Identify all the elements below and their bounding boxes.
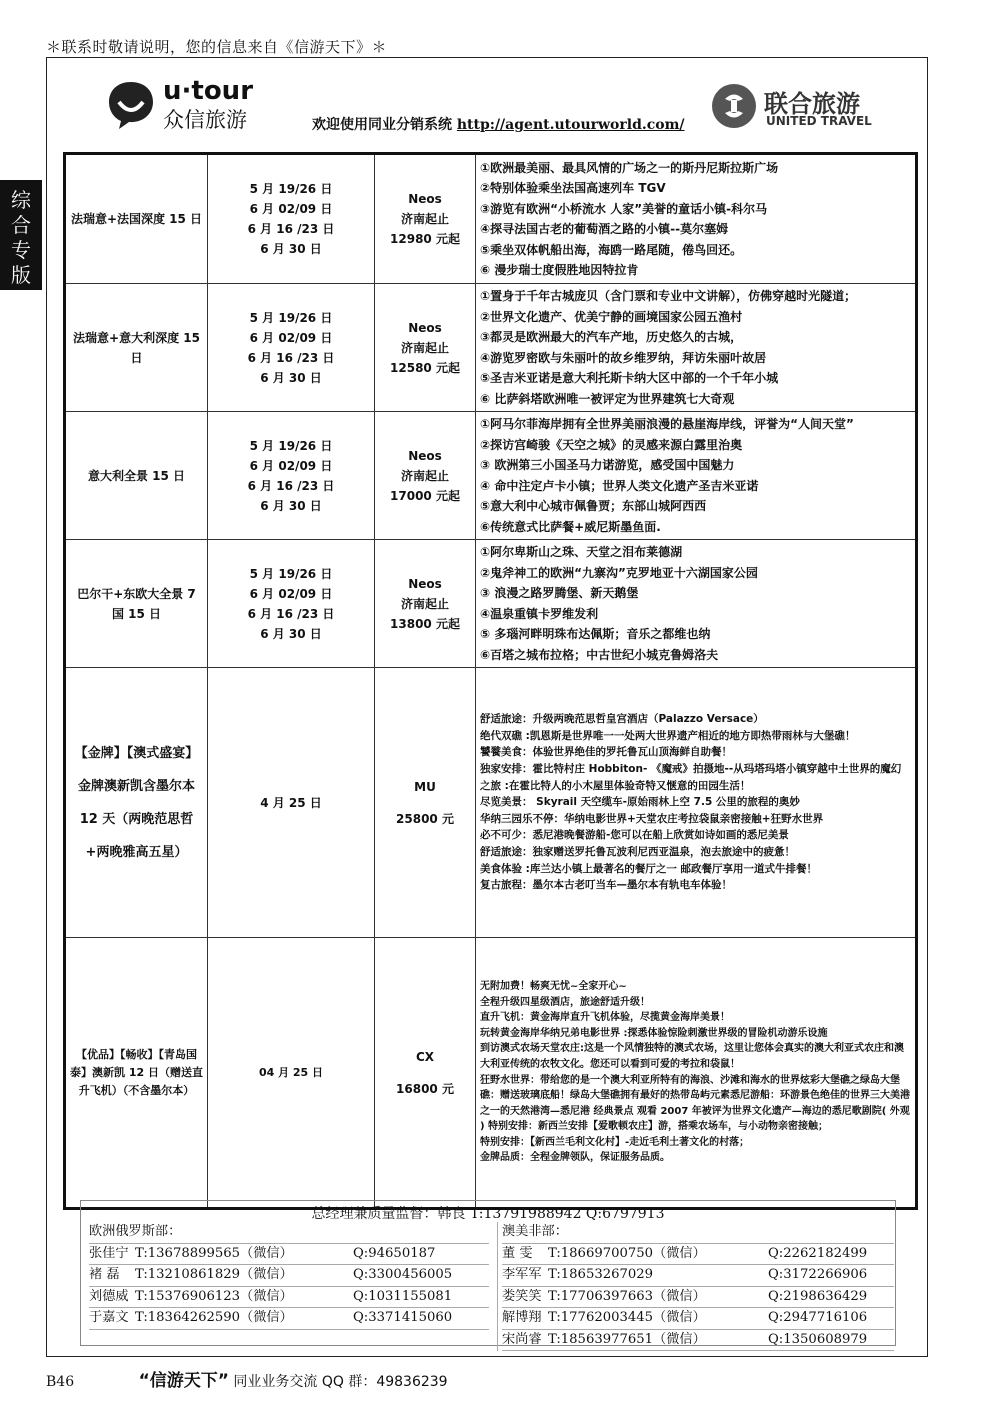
welcome-text: 欢迎使用同业分销系统: [312, 117, 452, 133]
tour-dates: 5 月 19/26 日 6 月 02/09 日 6 月 16 /23 日 6 月 30 日: [208, 412, 375, 540]
tour-row: [65, 154, 917, 284]
utour-logo: [105, 78, 285, 133]
contacts-right: [497, 1222, 894, 1351]
tour-dates: 04 月 25 日: [208, 938, 375, 1209]
contact-row: 张佳宁 T:13678899565（微信） Q:94650187: [89, 1244, 489, 1266]
tour-table: [63, 152, 918, 1210]
tour-features: ①阿马尔菲海岸拥有全世界美丽浪漫的悬崖海岸线，评誉为“人间天堂” ②探访宫崎骏《天空之城》的灵感来源白露里治奥 ③ 欧洲第三小国圣马力诺游览，感受国中国魅力 ④ 命中注定卢卡小镇；世界人类文化遗产圣吉米亚诺 ⑤意大利中心城市佩鲁贾；东部山城阿西西 ⑥传统意式比萨餐+威尼斯墨鱼面.: [476, 412, 917, 540]
tour-row: [65, 412, 917, 540]
contact-row: 董 雯 T:18669700750（微信） Q:2262182499: [502, 1244, 894, 1266]
top-note: ＊联系时敬请说明，您的信息来自《信游天下》＊: [46, 38, 388, 56]
manager-line: 总经理兼质量监督：韩良 T:13791988942 Q:6797913: [311, 1206, 665, 1222]
tour-price-cell: Neos 济南起止 17000 元起: [375, 412, 476, 540]
welcome-line: [312, 114, 685, 134]
tour-dates: 4 月 25 日: [208, 668, 375, 938]
contact-row: 娄笑笑 T:17706397663（微信） Q:2198636429: [502, 1287, 894, 1309]
tour-dates: 5 月 19/26 日 6 月 02/09 日 6 月 16 /23 日 6 月 30 日: [208, 154, 375, 284]
united-travel-logo: [708, 82, 888, 137]
tour-price-cell: Neos 济南起止 13800 元起: [375, 540, 476, 668]
tour-features: 无附加费！畅爽无忧~全家开心~ 全程升级四星级酒店，旅途舒适升级！ 直升飞机：黄金海岸直升飞机体验，尽揽黄金海岸美景！ 玩转黄金海岸华纳兄弟电影世界 :探悉体验惊险刺激世界级的冒险机动游乐设施 到访澳式农场天堂农庄:这是一个风情独特的澳式农场，这里让您体会真实的澳大利亚式农庄和澳大利亚传统的农牧文化。您还可以看到可爱的考拉和袋鼠！ 狂野水世界：带给您的是一个澳大利亚所特有的海浪、沙滩和海水的世界炫彩大堡礁之绿岛大堡礁：赠送玻璃底船！绿岛大堡礁拥有最好的热带岛屿元素悉尼游船：环游景色绝佳的世界三大美港之一的天然港湾—悉尼港 经典景点 观看 2007 年被评为世界文化遗产—海边的悉尼歌剧院( 外观 ) 特别安排：新西兰安排【爱歌顿农庄】游，搭乘农场车，与小动物亲密接触； 特别安排：【新西兰毛利文化村】-走近毛利土著文化的村落； 金牌品质：全程金牌领队，保证服务品质。: [476, 938, 917, 1209]
contact-row: 褚 磊 T:13210861829（微信） Q:3300456005: [89, 1265, 489, 1287]
tour-name: 法瑞意+意大利深度 15 日: [65, 284, 208, 412]
tour-features: 舒适旅途：升级两晚范思哲皇宫酒店（Palazzo Versace） 绝代双礁 :凯恩斯是世界唯一一处两大世界遗产相近的地方即热带雨林与大堡礁！ 饕餮美食：体验世界绝佳的罗托鲁瓦山顶海鲜自助餐！ 独家安排：霍比特村庄 Hobbiton- 《魔戒》拍摄地--从玛塔玛塔小镇穿越中土世界的魔幻之旅 :在霍比特人的小木屋里体验奇特又惬意的田园生活！ 尽览美景： Skyrail 天空缆车-原始雨林上空 7.5 公里的旅程的奥妙 华纳三园乐不停：华纳电影世界+天堂农庄考拉袋鼠亲密接触+狂野水世界 必不可少：悉尼港晚餐游船-您可以在船上欣赏如诗如画的悉尼美景 舒适旅途：独家赠送罗托鲁瓦波利尼西亚温泉，泡去旅途中的疲惫！ 美食体验 :库兰达小镇上最著名的餐厅之一 邮政餐厅享用一道式牛排餐！ 复古旅程：墨尔本古老叮当车—墨尔本有轨电车体验！: [476, 668, 917, 938]
united-travel-name: 联合旅游: [764, 90, 860, 118]
tour-row: [65, 540, 917, 668]
footer-brand: “信游天下”: [138, 1371, 229, 1391]
contact-row: 解博翔 T:17762003445（微信） Q:2947716106: [502, 1308, 894, 1330]
contact-row: 刘德威 T:15376906123（微信） Q:1031155081: [89, 1287, 489, 1309]
tour-name: 法瑞意+法国深度 15 日: [65, 154, 208, 284]
tour-price-cell: CX 16800 元: [375, 938, 476, 1209]
tour-price-cell: MU 25800 元: [375, 668, 476, 938]
tour-name: 【金牌】【澳式盛宴】金牌澳新凯含墨尔本 12 天（两晚范思哲+两晚雅高五星）: [65, 668, 208, 938]
tour-row: [65, 668, 917, 938]
contact-row: 李军军 T:18653267029 Q:3172266906: [502, 1265, 894, 1287]
utour-name: 众信旅游: [163, 108, 247, 132]
tour-name: 【优品】【畅收】【青岛国泰】澳新凯 12 日（赠送直升飞机）（不含墨尔本）: [65, 938, 208, 1209]
united-travel-emblem-icon: [710, 82, 758, 130]
contacts-left: [89, 1222, 489, 1330]
contact-row: 宋尚睿 T:18563977651（微信） Q:1350608979: [502, 1330, 894, 1352]
agent-url-link[interactable]: http://agent.utourworld.com/: [456, 117, 685, 133]
tour-dates: 5 月 19/26 日 6 月 02/09 日 6 月 16 /23 日 6 月 30 日: [208, 540, 375, 668]
tour-features: ①置身于千年古城庞贝（含门票和专业中文讲解），仿佛穿越时光隧道； ②世界文化遗产、优美宁静的画境国家公园五渔村 ③都灵是欧洲最大的汽车产地，历史悠久的古城， ④游览罗密欧与朱丽叶的故乡维罗纳，拜访朱丽叶故居 ⑤圣吉米亚诺是意大利托斯卡纳大区中部的一个千年小城 ⑥ 比萨斜塔欧洲唯一被评定为世界建筑七大奇观: [476, 284, 917, 412]
tour-price-cell: Neos 济南起止 12580 元起: [375, 284, 476, 412]
tour-name: 巴尔干+东欧大全景 7 国 15 日: [65, 540, 208, 668]
side-tab: [0, 180, 42, 290]
utour-brand: u·tour: [163, 76, 254, 106]
utour-smile-icon: [105, 78, 157, 130]
tour-price-cell: Neos 济南起止 12980 元起: [375, 154, 476, 284]
dept-title: 澳美非部：: [502, 1222, 894, 1244]
tour-features: ①欧洲最美丽、最具风情的广场之一的斯丹尼斯拉斯广场 ②特别体验乘坐法国高速列车 TGV ③游览有欧洲“小桥流水 人家”美誉的童话小镇-科尔马 ④探寻法国古老的葡萄酒之路的小镇--莫尔塞姆 ⑤乘坐双体帆船出海，海鸥一路尾随，倦鸟回还。 ⑥ 漫步瑞士度假胜地因特拉肯: [476, 154, 917, 284]
tour-name: 意大利全景 15 日: [65, 412, 208, 540]
page-number: B46: [46, 1374, 75, 1390]
page-footer: [46, 1366, 448, 1391]
tour-row: [65, 284, 917, 412]
tour-row: [65, 938, 917, 1209]
united-travel-sub: UNITED TRAVEL: [766, 114, 872, 128]
dept-title: 欧洲俄罗斯部：: [89, 1222, 489, 1244]
footer-text: 同业业务交流 QQ 群：49836239: [233, 1374, 448, 1390]
contact-row: 于嘉文 T:18364262590（微信） Q:3371415060: [89, 1308, 489, 1330]
contacts-box: [80, 1200, 896, 1346]
side-tab-text: 综合专版: [11, 188, 31, 287]
tour-features: ①阿尔卑斯山之珠、天堂之泪布莱德湖 ②鬼斧神工的欧洲“九寨沟”克罗地亚十六湖国家公园 ③ 浪漫之路罗腾堡、新天鹅堡 ④温泉重镇卡罗维发利 ⑤ 多瑙河畔明珠布达佩斯；音乐之都维也纳 ⑥百塔之城布拉格；中古世纪小城克鲁姆洛夫: [476, 540, 917, 668]
tour-dates: 5 月 19/26 日 6 月 02/09 日 6 月 16 /23 日 6 月 30 日: [208, 284, 375, 412]
